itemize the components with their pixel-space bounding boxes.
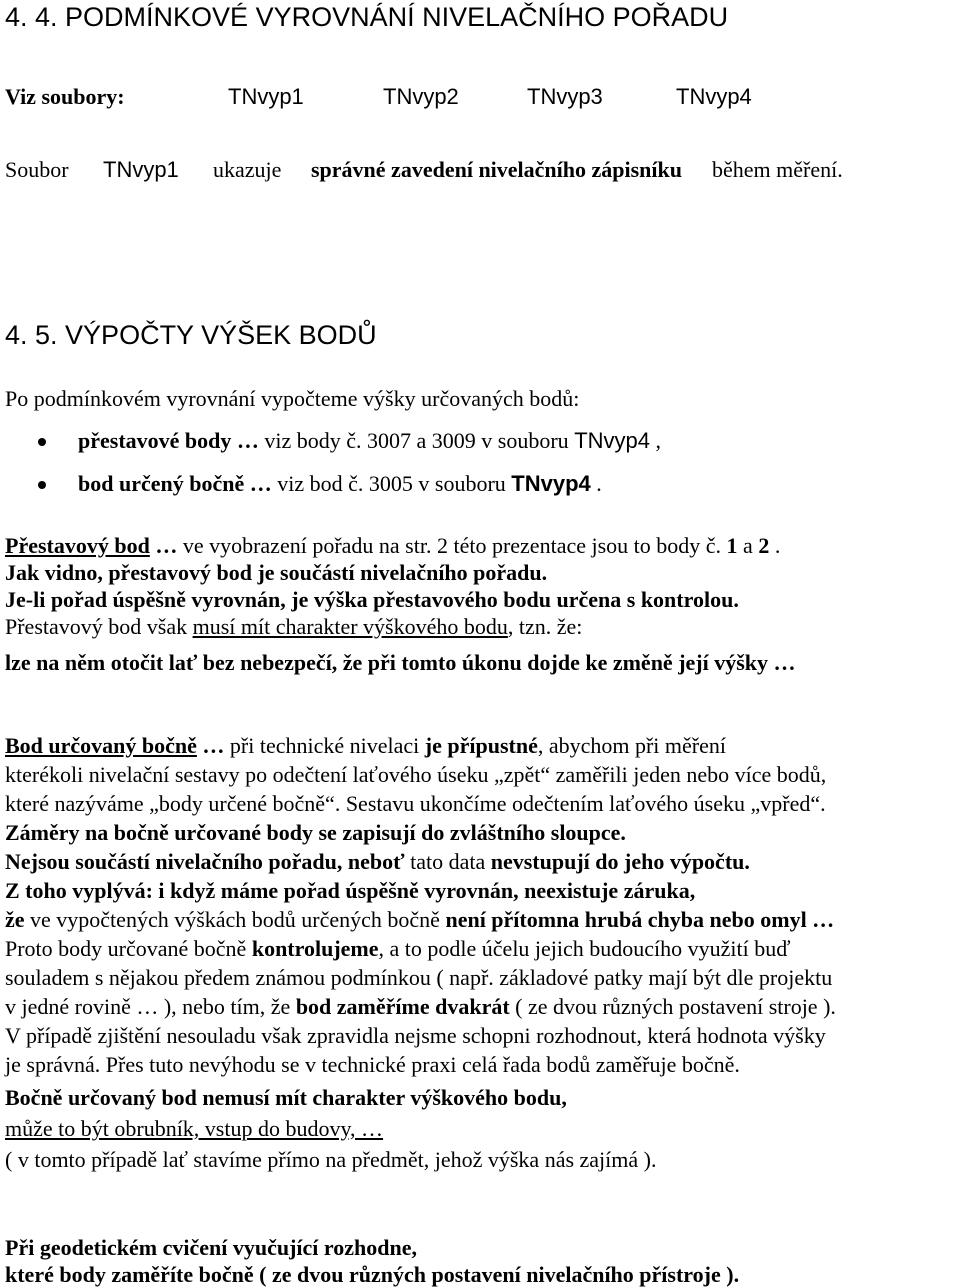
bocne-line-10: v jedné rovině … ), nebo tím, že bod zaměříme dvakrát ( ze dvou různých postavení stroje ).: [5, 994, 836, 1019]
bocne-line-11: V případě zjištění nesouladu však zpravidla nejsme schopni rozhodnout, která hodnota výšky: [5, 1023, 826, 1048]
prestav-line-3: Je-li pořad úspěšně vyrovnán, je výška přestavového bodu určena s kontrolou.: [5, 587, 739, 612]
file-link-tnvyp4[interactable]: TNvyp4: [676, 84, 752, 109]
section-45-intro: Po podmínkovém vyrovnání vypočteme výšky určovaných bodů:: [5, 386, 580, 411]
bocne-line-1: Bod určovaný bočně … při technické nivelaci je přípustné, abychom při měření: [5, 733, 727, 758]
prestav-line-2: Jak vidno, přestavový bod je součástí nivelačního pořadu.: [5, 560, 548, 585]
bullet-2: [38, 481, 46, 489]
bullet-1-file[interactable]: TNvyp4: [574, 428, 650, 453]
bullet-1: [38, 438, 46, 446]
bocne-line-6: Z toho vyplývá: i když máme pořad úspěšně vyrovnán, neexistuje záruka,: [5, 878, 696, 903]
soubor-file-link[interactable]: TNvyp1: [103, 157, 179, 182]
bocne-line-4: Záměry na bočně určované body se zapisují do zvláštního sloupce.: [5, 820, 626, 845]
soubor-label: Soubor: [5, 157, 69, 182]
bocne-line-14: může to být obrubník, vstup do budovy, …: [5, 1116, 384, 1141]
behem-text: během měření.: [712, 157, 843, 182]
file-link-tnvyp3[interactable]: TNvyp3: [527, 84, 603, 109]
bocne-line-13: Bočně určovaný bod nemusí mít charakter výškového bodu,: [5, 1085, 567, 1110]
bocne-line-5: Nejsou součástí nivelačního pořadu, neboť tato data nevstupují do jeho výpočtu.: [5, 849, 750, 874]
task-line-1: Při geodetickém cvičení vyučující rozhodne,: [5, 1235, 418, 1260]
files-label: Viz soubory:: [5, 84, 125, 109]
bullet-2-text: bod určený bočně … viz bod č. 3005 v souboru TNvyp4 .: [78, 471, 602, 496]
prestav-line-4: Přestavový bod však musí mít charakter výškového bodu, tzn. že:: [5, 614, 583, 639]
section-44-title: 4. 4. PODMÍNKOVÉ VYROVNÁNÍ NIVELAČNÍHO POŘADU: [5, 2, 729, 32]
bullet-2-file[interactable]: TNvyp4: [511, 471, 591, 496]
bocne-line-2: kterékoli nivelační sestavy po odečtení laťového úseku „zpět“ zaměřili jeden nebo více bodů,: [5, 762, 827, 787]
bocne-line-8: Proto body určované bočně kontrolujeme, a to podle účelu jejich budoucího využití buď: [5, 936, 791, 961]
bullet-1-text: přestavové body … viz body č. 3007 a 3009 v souboru TNvyp4 ,: [78, 428, 661, 453]
bocne-line-12: je správná. Přes tuto nevýhodu se v technické praxi celá řada bodů zaměřuje bočně.: [5, 1052, 740, 1077]
prestav-line-5: lze na něm otočit lať bez nebezpečí, že při tomto úkonu dojde ke změně její výšky …: [5, 650, 796, 675]
prestav-line-1: Přestavový bod … ve vyobrazení pořadu na str. 2 této prezentace jsou to body č. 1 a 2 .: [5, 533, 781, 558]
spravne-text: správné zavedení nivelačního zápisníku: [311, 157, 683, 182]
section-45-title: 4. 5. VÝPOČTY VÝŠEK BODŮ: [5, 320, 377, 350]
bocne-line-15: ( v tomto případě lať stavíme přímo na předmět, jehož výška nás zajímá ).: [5, 1147, 657, 1172]
bocne-line-9: souladem s nějakou předem známou podmínkou ( např. základové patky mají být dle projektu: [5, 965, 833, 990]
task-line-2: které body zaměříte bočně ( ze dvou různých postavení nivelačního přístroje ).: [5, 1262, 740, 1287]
bocne-line-3: které nazýváme „body určené bočně“. Sestavu ukončíme odečtením laťového úseku „vpřed“.: [5, 791, 826, 816]
file-link-tnvyp1[interactable]: TNvyp1: [228, 84, 304, 109]
ukazuje-text: ukazuje: [213, 157, 282, 182]
bocne-line-7: že ve vypočtených výškách bodů určených bočně není přítomna hrubá chyba nebo omyl …: [5, 907, 835, 932]
file-link-tnvyp2[interactable]: TNvyp2: [383, 84, 459, 109]
